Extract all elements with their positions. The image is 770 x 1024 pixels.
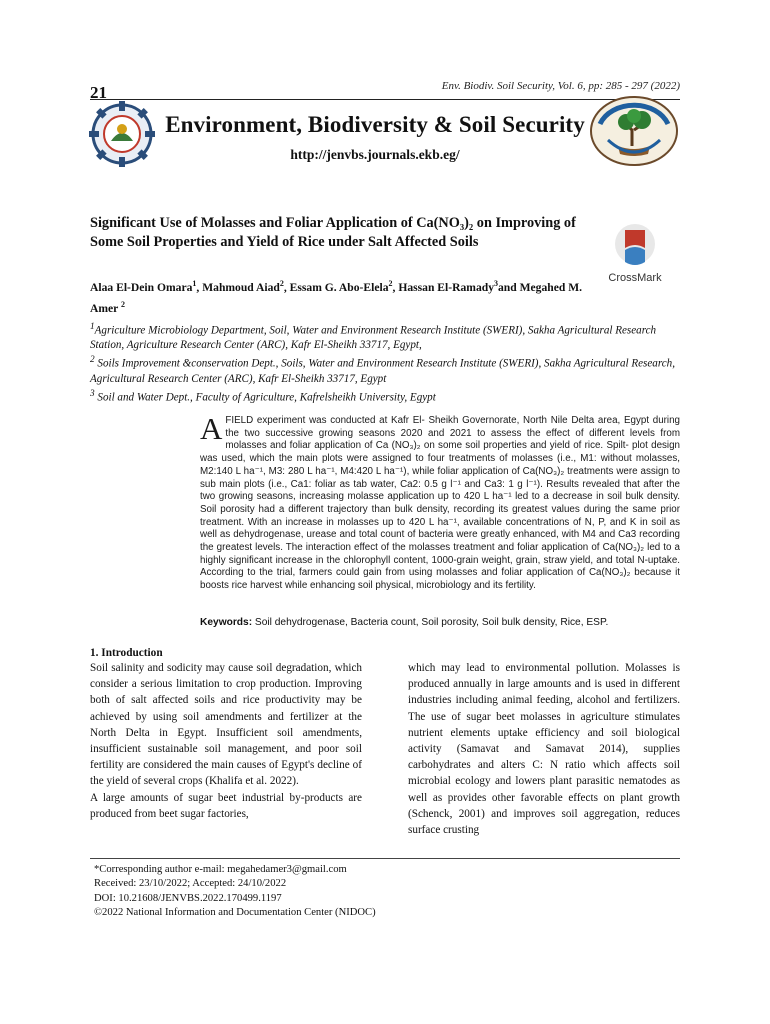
affiliation-text: Soils Improvement &conservation Dept., Soils, Water and Environment Research Institute (SWERI), Sakha Agricultural Research, Agricultural Research Center (ARC), Kafr El-Sheikh 33717, Egypt	[90, 357, 675, 385]
abstract-text: FIELD experiment was conducted at Kafr El- Sheikh Governorate, North Nile Delta area, Egypt during the two successive growing seasons 2020 and 2021 to assess the effect of different levels from molasses and foliar application of Ca (NO₃)₂ on some soil properties and yield of rice. Spilt- plot design was used, which the main plots were assigned to four treatments of molasses (i.e., M1: without molasses, M2:140 L ha⁻¹, M3: 280 L ha⁻¹, M4:420 L ha⁻¹), while foliar application of Ca(NO₃)₂ treatments were assign to sub main plots (i.e., Ca1: foliar as tab water, Ca2: 0.5 g l⁻¹ and Ca3: 1 g l⁻¹). Results revealed that after the two growing seasons, increasing molasse application up to 420 L ha⁻¹ led to a decrease in soil bulk density. Soil porosity had a different trajectory than bulk density, recording its greatest values during the same prior treatment. With an increase in molasses up to 420 L ha⁻¹, available concentrations of N, P, and K in soil as well as dehydrogenase, urease and total count of bacteria were greatly enhanced, with M4 and Ca3 recording the greatest levels. The interaction effect of the molasses treatment and foliar application of Ca(NO₃)₂ led to a highly significant increase in the chlorophyll content, 1000-grain weight, grain, straw yield, and total N-uptake. According to the trial, farmers could gain from using molasses and foliar application of Ca(NO₃)₂ because it boosts rice harvest while enhancing soil physical, microbiology and its fertility.	[200, 415, 680, 592]
author-affil-mark: 2	[388, 279, 393, 288]
affiliation-item	[90, 320, 690, 353]
received-accepted-dates: Received: 23/10/2022; Accepted: 24/10/2022	[94, 878, 287, 890]
affiliations	[90, 320, 690, 405]
affiliation-mark: 1	[90, 322, 95, 332]
journal-url-link[interactable]: http://jenvbs.journals.ekb.eg/	[290, 147, 460, 162]
body-column-right	[408, 660, 680, 838]
copyright-notice: ©2022 National Information and Documentation Center (NIDOC)	[94, 906, 376, 918]
crossmark-badge[interactable]	[603, 222, 667, 286]
affiliation-mark: 2	[90, 355, 95, 366]
article-title: Significant Use of Molasses and Foliar Application of Ca(NO₃)₂ on Improving of Some Soil Properties and Yield of Rice under Salt Affected Soils	[90, 215, 576, 250]
author-affil-mark: 3	[494, 279, 498, 288]
author-name: Megahed M. Amer	[90, 280, 583, 315]
affiliation-text: Agriculture Microbiology Department, Soil, Water and Environment Research Institute (SWERI), Sakha Agricultural Research Station, Agriculture Research Center (ARC), Kafr El-Sheikh 33717, Egypt,	[90, 324, 657, 352]
body-paragraph: Soil salinity and sodicity may cause soil degradation, which consider a serious limitation to crop production. Improving both of salt affected soils and rice productivity may be achieved by using soil amendments and fertilizer at the North Delta in Egypt. Insufficient soil amendments, insufficient sustainable soil management, and poor soil fertility are considered the main causes of Egypt's decline of the yield of several crops (Khalifa et al. 2022).	[90, 662, 362, 788]
keywords-label: Keywords:	[200, 617, 253, 628]
body-paragraph: A large amounts of sugar beet industrial by-products are produced from beet sugar factories,	[90, 791, 362, 820]
author-affil-mark: 2	[121, 299, 126, 309]
journal-logo-right	[588, 94, 680, 168]
journal-title: Environment, Biodiversity & Soil Security	[165, 112, 585, 137]
footnote-rule	[90, 858, 680, 859]
crossmark-icon	[603, 222, 667, 270]
body-column-left	[90, 660, 362, 822]
author-name: Hassan El-Ramady	[398, 280, 494, 294]
doi-link[interactable]: DOI: 10.21608/JENVBS.2022.170499.1197	[94, 892, 282, 904]
author-affil-mark: 2	[279, 279, 284, 288]
keywords-text: Soil dehydrogenase, Bacteria count, Soil porosity, Soil bulk density, Rice, ESP.	[252, 617, 609, 628]
body-paragraph: which may lead to environmental pollution. Molasses is produced annually in large amounts and is used in different industries including animal feeding, alcohol and fertilizers. The use of sugar beet molasses in agriculture stimulates nutrient elements uptake efficiency and soil biological activity (Samavat and Samavat 2014), supplies carbohydrates and alters C: N ratio which affects soil microbial ecology and lowers plant parasitic nematodes as well as provides other favorable effects on plant growth (Schenck, 2001) and improves soil aggregation, reduces surface crusting	[408, 662, 680, 837]
keywords	[200, 617, 680, 628]
author-list: Alaa El-Dein Omara$^1$, Mahmoud Aiad$^2$, Essam G. Abo-Elela$^2$, Hassan El-Ramady$^3$and Megahed M. Amer $^2$	[90, 279, 583, 315]
author-name: Mahmoud Aiad	[202, 280, 280, 294]
affiliation-mark: 3	[90, 388, 95, 399]
corresponding-author-email[interactable]: *Corresponding author e-mail: megahedamer3@gmail.com	[94, 864, 347, 875]
journal-reference	[442, 80, 680, 92]
abstract	[200, 411, 680, 593]
journal-logo-left	[89, 101, 155, 167]
journal-ref-name: Env. Biodiv. Soil Security	[441, 80, 553, 92]
author-name: Essam G. Abo-Elela	[289, 280, 389, 294]
journal-ref-volume: , Vol. 6, pp: 285 - 297 (2022)	[552, 80, 680, 92]
affiliation-item	[90, 353, 690, 386]
author-affil-mark: 1	[192, 279, 197, 288]
footnotes	[94, 863, 674, 920]
affiliation-text: Soil and Water Dept., Faculty of Agriculture, Kafrelsheikh University, Egypt	[94, 391, 436, 404]
author-name: Alaa El-Dein Omara	[90, 280, 193, 294]
page-number: 21	[90, 83, 107, 102]
section-heading-introduction: 1. Introduction	[90, 647, 163, 659]
affiliation-item	[90, 387, 690, 405]
crossmark-label: CrossMark	[608, 272, 662, 284]
abstract-drop-cap: A	[200, 411, 223, 446]
